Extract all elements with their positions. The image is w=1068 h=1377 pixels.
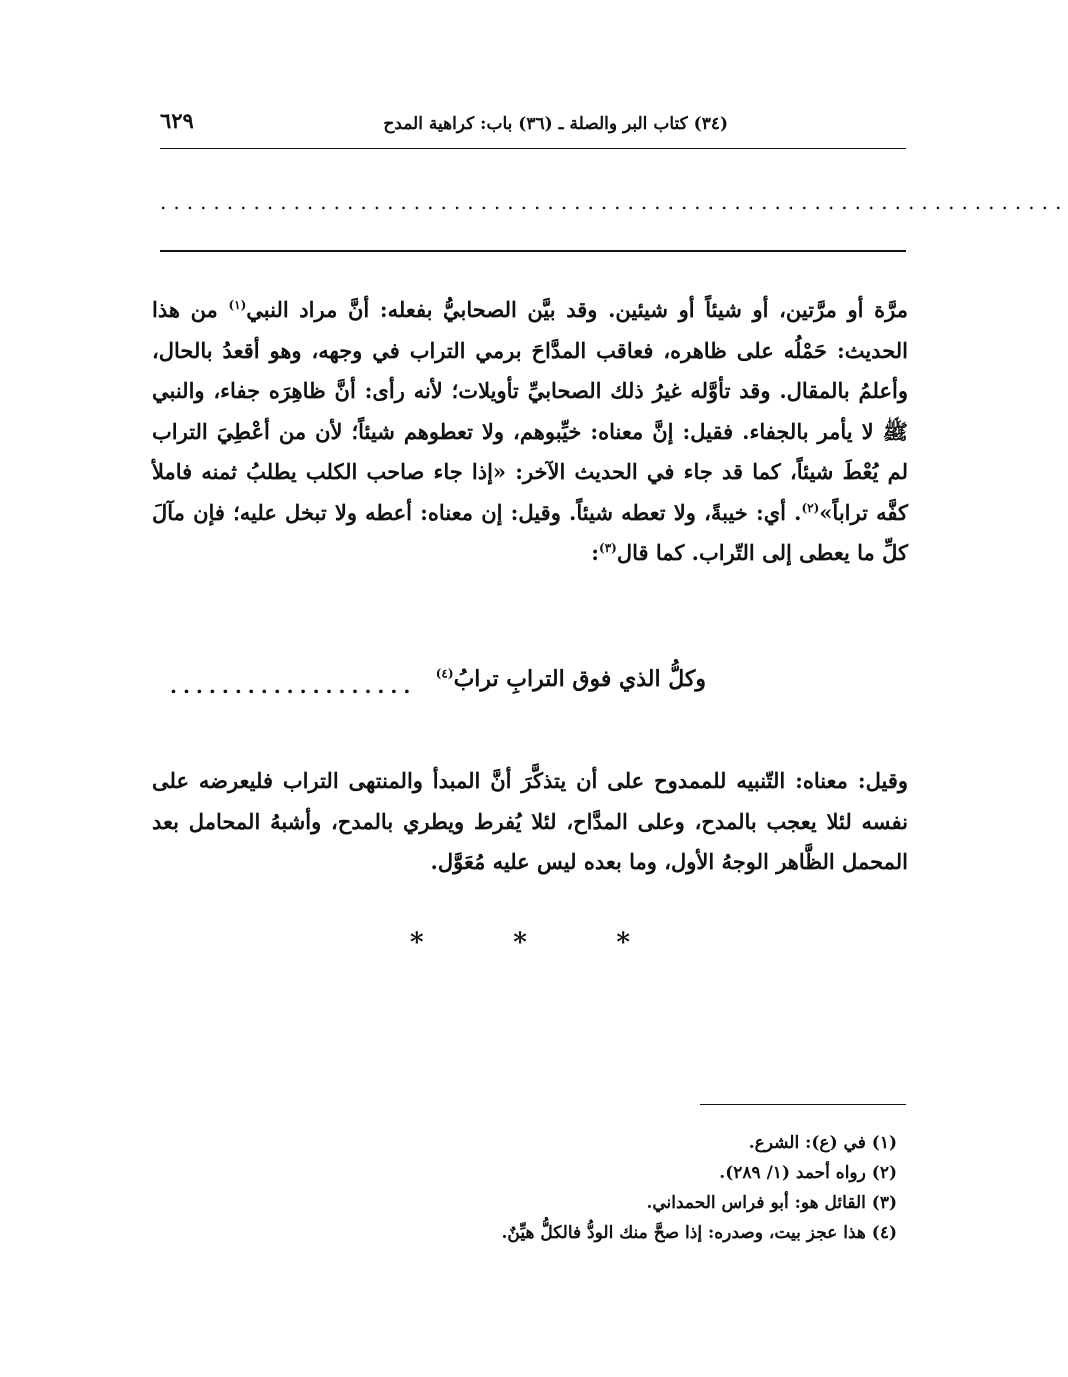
section-divider — [160, 250, 906, 252]
verse-text: وكلُّ الذي فوق الترابِ ترابُ — [453, 666, 706, 692]
page-number: ٦٢٩ — [160, 108, 194, 133]
footnote-ref-2[interactable]: (٢) — [801, 500, 820, 515]
paragraph-text: من هذا الحديث: حَمْلُه على ظاهره، فعاقب المدَّاحَ برمي التراب في وجهه، وهو أقعدُ بالحال، وأعلمُ بالمقال. وقد تأوَّله غيرُ ذلك الصحابيِّ تأويلات؛ لأنه رأى: أنَّ ظاهِرَه جفاء، والنبي ﷺ لا يأمر بالجفاء. فقيل: إنَّ معناه: خيِّبوهم، ولا تعطوهم شيئاً؛ لأن من أعْطِيَ التراب لم يُعْطَ شيئاً، كما قد جاء في الحديث الآخر: «إذا جاء صاحب الكلب يطلبُ ثمنه فاملأ كفَّه تراباً» — [152, 297, 908, 525]
footnotes — [97, 1128, 897, 1248]
separator-star: * — [513, 928, 527, 958]
footnote-ref-3[interactable]: (٣) — [599, 541, 617, 555]
page-header — [160, 108, 906, 148]
poetry-verse — [160, 660, 906, 710]
paragraph-text: وقيل: معناه: التّنبيه للممدوح على أن يتذكَّرَ أنَّ المبدأ والمنتهى التراب فليعرضه على نفسه لئلا يعجب بالمدح، وعلى المدَّاح، لئلا يُفرط ويطري بالمدح، وأشبهُ المحامل بعد المحمل الظَّاهر الوجهُ الأول، وما بعده ليس عليه مُعَوَّل. — [152, 768, 908, 874]
footnote-1: (١) في (ع): الشرع. — [748, 1133, 897, 1153]
paragraph-text: : — [591, 540, 599, 565]
commentary-paragraph — [152, 290, 908, 574]
footnote-3: (٣) القائل هو: أبو فراس الحمداني. — [646, 1193, 897, 1213]
separator-star: * — [410, 928, 424, 958]
commentary-paragraph-2 — [152, 740, 908, 904]
footnote-4: (٤) هذا عجز بيت، وصدره: إذا صحَّ منك الودُّ فالكلُّ هيِّنٌ. — [501, 1223, 897, 1243]
footnote-2: (٢) رواه أحمد (١/ ٢٨٩). — [719, 1163, 897, 1183]
running-head: (٣٤) كتاب البر والصلة ـ (٣٦) باب: كراهية المدح — [383, 114, 728, 134]
paragraph-text: . أي: خيبةً، ولا تعطه شيئاً. وقيل: إن معناه: أعطه ولا تبخل عليه؛ فإن مآلَ كلِّ ما يعطى إلى التّراب. كما قال — [152, 499, 908, 565]
verse-omission-dots: ................... — [170, 674, 417, 698]
header-rule — [160, 148, 906, 149]
paragraph-text: مرَّة أو مرَّتين، أو شيئاً أو شيئين. وقد بيَّن الصحابيُّ بفعله: أنَّ مراد النبي — [246, 297, 908, 322]
footnote-ref-4[interactable]: (٤) — [435, 666, 454, 681]
separator-star: * — [616, 928, 630, 958]
omission-dots: .................................................................... — [160, 190, 1068, 214]
section-separator — [410, 928, 630, 958]
footnote-rule — [700, 1104, 906, 1105]
verse-line — [436, 666, 706, 692]
footnote-ref-1[interactable]: (١) — [228, 298, 247, 312]
